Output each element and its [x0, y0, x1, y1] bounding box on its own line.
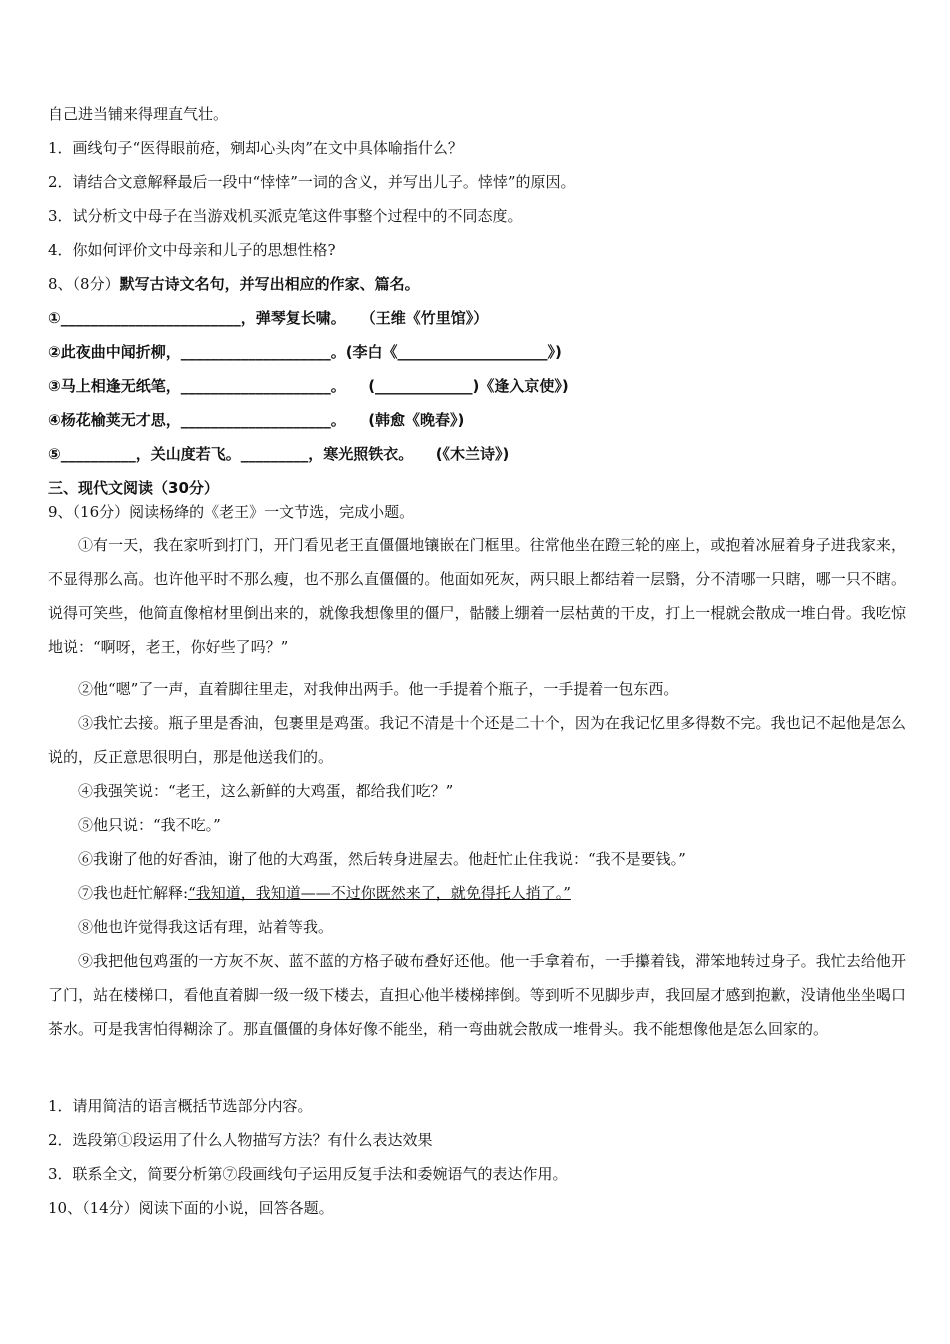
section-3-heading: 三、现代文阅读（30分）	[48, 479, 219, 497]
passage-paragraph-3: ③我忙去接。瓶子里是香油，包裹里是鸡蛋。我记不清是十个还是二十个，因为在我记忆里多得数不完。我也记不起他是怎么说的，反正意思很明白，那是他送我们的。	[48, 714, 906, 766]
question-9-heading: 9、（16分）阅读杨绛的《老王》一文节选，完成小题。	[48, 503, 415, 521]
question-7-4: 4．你如何评价文中母亲和儿子的思想性格?	[48, 241, 336, 259]
question-9-3: 3．联系全文，简要分析第⑦段画线句子运用反复手法和委婉语气的表达作用。	[48, 1165, 568, 1183]
passage-paragraph-2: ②他“嗯”了一声，直着脚往里走，对我伸出两手。他一手提着个瓶子，一手提着一包东西。	[78, 680, 679, 698]
passage-paragraph-5: ⑤他只说：“我不吃。”	[78, 816, 221, 834]
passage-paragraph-4: ④我强笑说：“老王，这么新鲜的大鸡蛋，都给我们吃？”	[78, 782, 454, 800]
question-7-2: 2．请结合文意解释最后一段中“悻悻”一词的含义，并写出儿子。悻悻”的原因。	[48, 173, 576, 191]
question-8-heading	[48, 274, 420, 294]
carryover-line: 自己进当铺来得理直气壮。	[48, 105, 229, 123]
passage-paragraph-8: ⑧他也许觉得我这话有理，站着等我。	[78, 918, 334, 936]
paragraph-7-lead: ⑦我也赶忙解释:	[78, 884, 189, 902]
question-7-1: 1．画线句子“医得眼前疮，剜却心头肉”在文中具体喻指什么？	[48, 139, 463, 157]
question-8-number: 8、（8分）	[48, 275, 120, 293]
poem-item-3: ③马上相逢无纸笔，____________________。 (_____________)《逢入京使》)	[48, 377, 569, 395]
question-7-3: 3．试分析文中母子在当游戏机买派克笔这件事整个过程中的不同态度。	[48, 207, 523, 225]
question-9-1: 1．请用简洁的语言概括节选部分内容。	[48, 1097, 313, 1115]
passage-paragraph-6: ⑥我谢了他的好香油，谢了他的大鸡蛋，然后转身进屋去。他赶忙止住我说：“我不是要钱。”	[78, 850, 686, 868]
passage-paragraph-9: ⑨我把他包鸡蛋的一方灰不灰、蓝不蓝的方格子破布叠好还他。他一手拿着布，一手攥着钱，滞笨地转过身子。我忙去给他开了门，站在楼梯口，看他直着脚一级一级下楼去，直担心他半楼梯摔倒。等到听不见脚步声，我回屋才感到抱歉，没请他坐坐喝口茶水。可是我害怕得糊涂了。那直僵僵的身体好像不能坐，稍一弯曲就会散成一堆骨头。我不能想像他是怎么回家的。	[48, 952, 906, 1038]
poem-item-2: ②此夜曲中闻折柳，____________________。(李白《____________________》)	[48, 343, 562, 361]
question-9-2: 2．选段第①段运用了什么人物描写方法？有什么表达效果	[48, 1131, 433, 1149]
question-10-heading: 10、（14分）阅读下面的小说，回答各题。	[48, 1199, 334, 1217]
poem-item-1: ①________________________，弹琴复长啸。 （王维《竹里馆》）	[48, 309, 489, 327]
poem-item-4: ④杨花榆荚无才思，____________________。 (韩愈《晚春》)	[48, 411, 465, 429]
underlined-sentence: “我知道，我知道——不过你既然来了，就免得托人捎了。”	[188, 884, 571, 902]
passage-paragraph-7	[48, 876, 906, 910]
passage-paragraph-1: ①有一天，我在家听到打门，开门看见老王直僵僵地镶嵌在门框里。往常他坐在蹬三轮的座上，或抱着冰屉着身子进我家来，不显得那么高。也许他平时不那么瘦，也不那么直僵僵的。他面如死灰，两只眼上都结着一层翳，分不清哪一只瞎，哪一只不瞎。说得可笑些，他简直像棺材里倒出来的，就像我想像里的僵尸，骷髅上绷着一层枯黄的干皮，打上一棍就会散成一堆白骨。我吃惊地说：“啊呀，老王，你好些了吗？”	[48, 536, 906, 656]
question-8-instruction: 默写古诗文名句，并写出相应的作家、篇名。	[119, 275, 420, 293]
poem-item-5: ⑤__________，关山度若飞。_________，寒光照铁衣。 (《木兰诗》)	[48, 445, 510, 463]
